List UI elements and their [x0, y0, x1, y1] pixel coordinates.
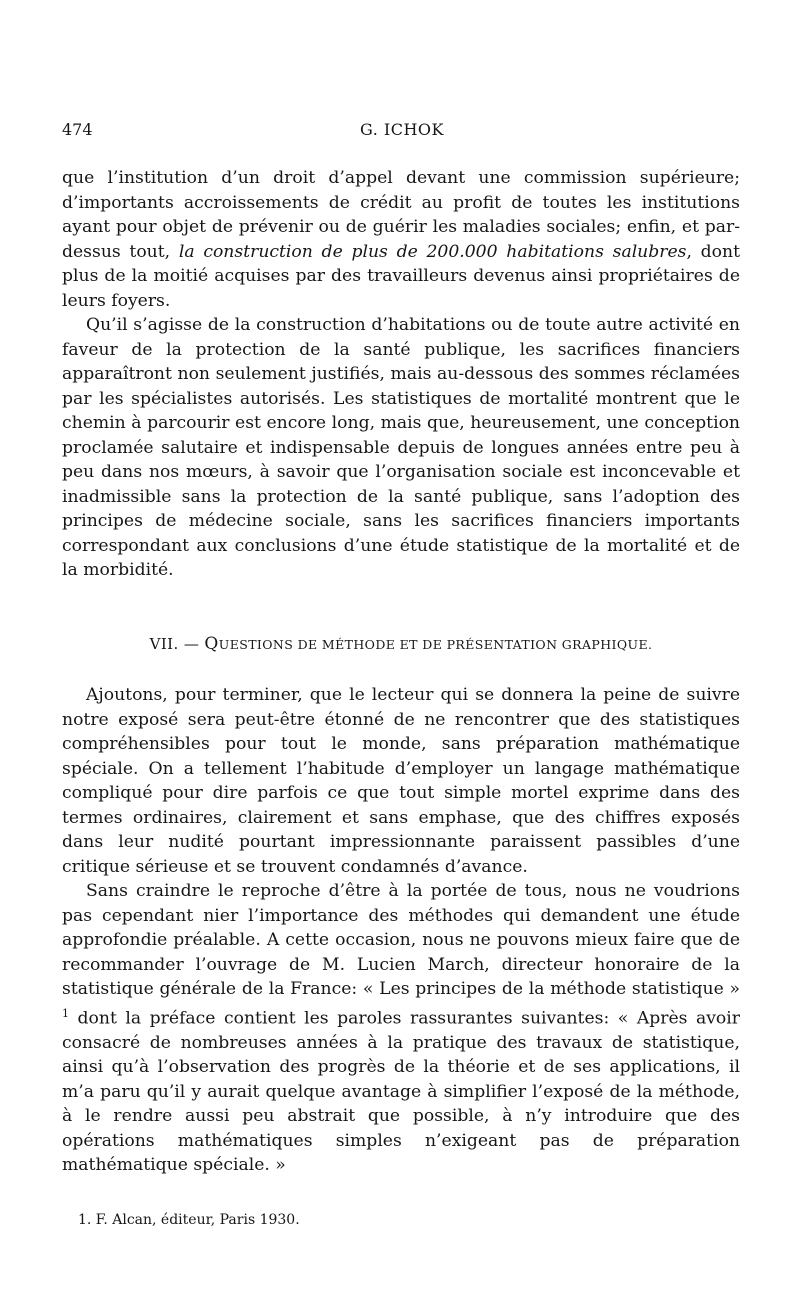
author-header: G. ICHOK	[360, 120, 444, 139]
paragraph-1	[62, 166, 740, 313]
paragraph-1-start: que l’institution d’un droit d’appel devant une commission supérieure; d’importants accroissements de crédit au profit de toutes les institutions ayant pour objet de prévenir ou de guérir les maladies sociales; enfin, et par-dessus tout,	[62, 168, 740, 262]
section-numeral: VII. —	[149, 635, 205, 653]
section-heading	[62, 634, 740, 654]
paragraph-1-end: , dont plus de la moitié acquises par des travailleurs devenus ainsi propriétaires de leurs foyers.	[62, 241, 740, 311]
running-header	[62, 120, 742, 144]
footnote-marker[interactable]: 1	[62, 1006, 69, 1020]
footnote: 1. F. Alcan, éditeur, Paris 1930.	[78, 1212, 300, 1228]
body-text-bottom	[62, 683, 740, 1178]
section-initial: Q	[204, 634, 219, 654]
paragraph-4	[62, 879, 740, 1178]
paragraph-4-end: dont la préface contient les paroles rassurantes suivantes: « Après avoir consacré de nombreuses années à la pratique des travaux de statistique, ainsi qu’à l’observation des progrès de la théorie et de ses applications, il m’a paru qu’il y aurait quelque avantage à simplifier l’exposé de la méthode, à le rendre aussi peu abstrait que possible, à n’y introduire que des opérations mathématiques simples n’exigeant pas de préparation mathématique spéciale. »	[62, 1008, 740, 1176]
paragraph-3: Ajoutons, pour terminer, que le lecteur qui se donnera la peine de suivre notre exposé sera peut-être étonné de ne rencontrer que des statistiques compréhensibles pour tout le monde, sans préparation mathématique spéciale. On a tellement l’habitude d’employer un langage mathématique compliqué pour dire parfois ce que tout simple mortel exprime dans des termes ordinaires, clairement et sans emphase, que des chiffres exposés dans leur nudité pourtant impressionnante paraissent passibles d’une critique sérieuse et se trouvent condamnés d’avance.	[62, 685, 740, 877]
page-number: 474	[62, 120, 93, 139]
body-text-top	[62, 166, 740, 583]
paragraph-1-italic: la construction de plus de 200.000 habitations salubres	[178, 241, 687, 262]
paragraph-2: Qu’il s’agisse de la construction d’habitations ou de toute autre activité en faveur de la protection de la santé publique, les sacrifices financiers apparaîtront non seulement justifiés, mais au-dessous des sommes réclamées par les spécialistes autorisés. Les statistiques de mortalité montrent que le chemin à parcourir est encore long, mais que, heureusement, une conception proclamée salutaire et indispensable depuis de longues années entre peu à peu dans nos mœurs, à savoir que l’organisation sociale est inconcevable et inadmissible sans la protection de la santé publique, sans l’adoption des principes de médecine sociale, sans les sacrifices financiers importants correspondant aux conclusions d’une étude statistique de la mortalité et de la morbidité.	[62, 315, 740, 580]
section-title: UESTIONS DE MÉTHODE ET DE PRÉSENTATION GRAPHIQUE.	[218, 637, 653, 652]
paragraph-4-start: Sans craindre le reproche d’être à la portée de tous, nous ne voudrions pas cependant nier l’importance des méthodes qui demandent une étude approfondie préalable. A cette occasion, nous ne pouvons mieux faire que de recommander l’ouvrage de M. Lucien March, directeur honoraire de la statistique générale de la France: « Les principes de la méthode statistique »	[62, 881, 740, 999]
